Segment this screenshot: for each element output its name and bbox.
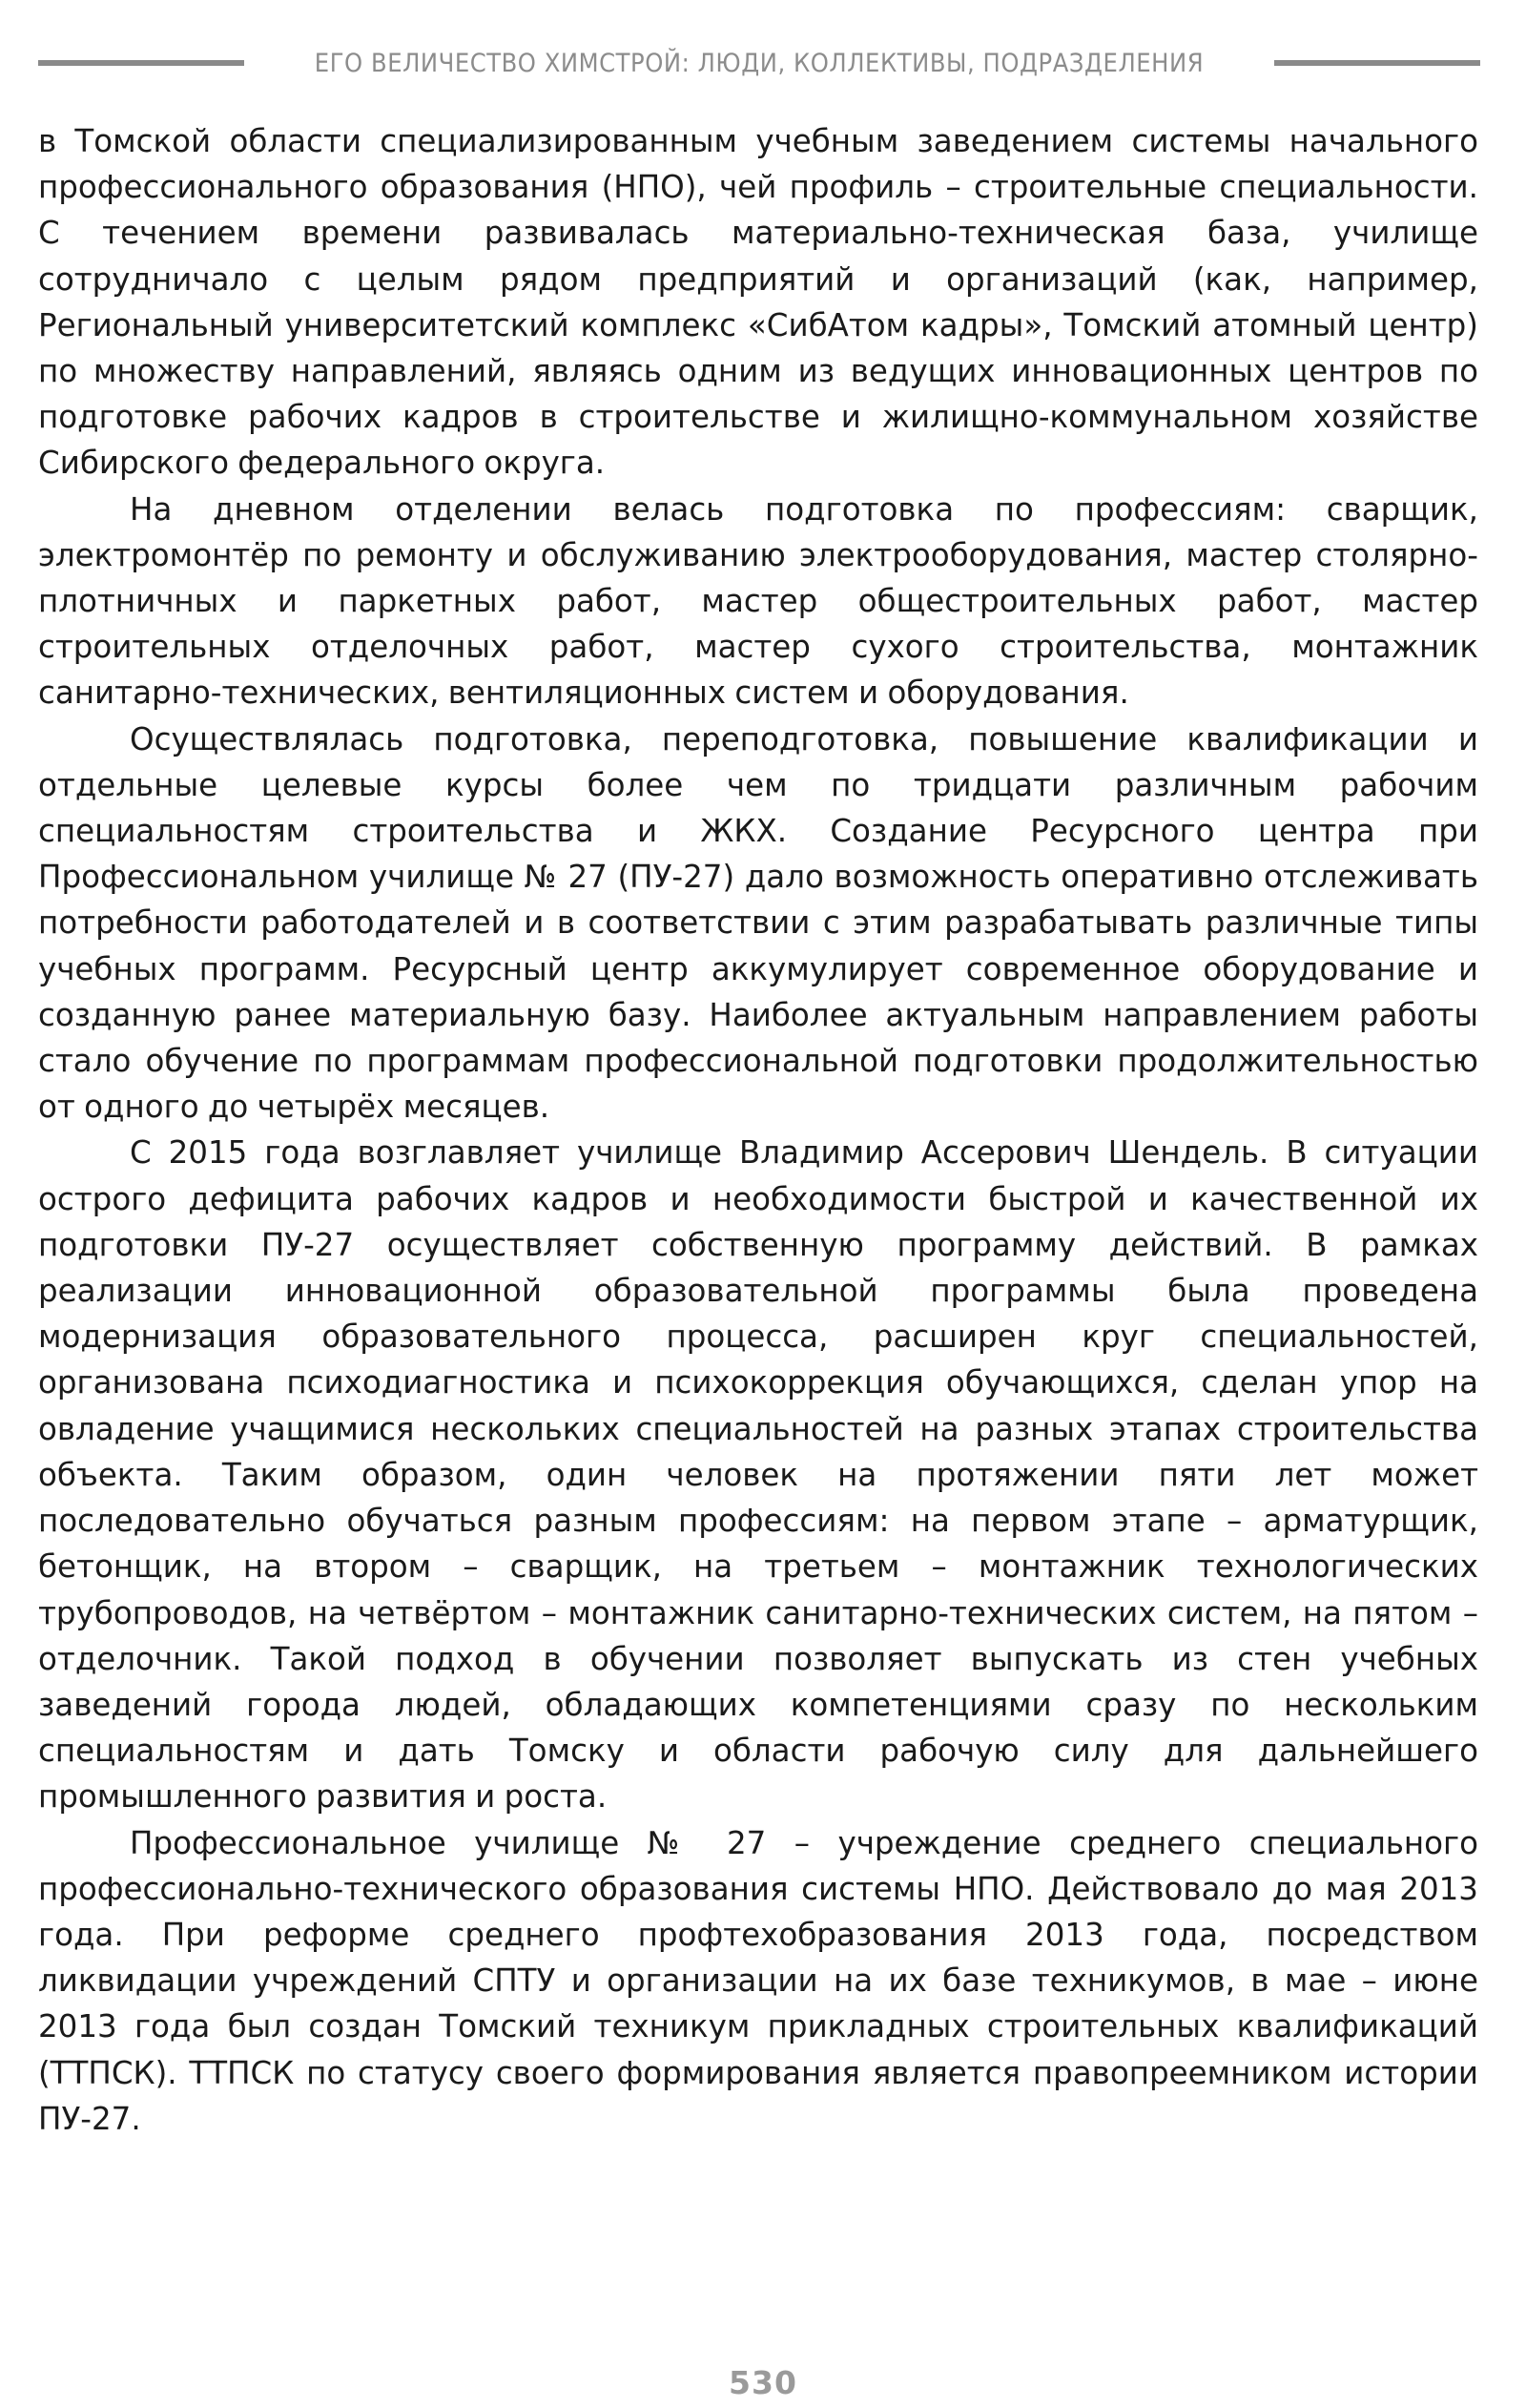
header-rule-left: [38, 60, 244, 66]
running-header-title: ЕГО ВЕЛИЧЕСТВО ХИМСТРОЙ: ЛЮДИ, КОЛЛЕКТИВЫ, ПОДРАЗДЕЛЕНИЯ: [314, 48, 1205, 78]
page-number: 530: [729, 2364, 797, 2401]
header-rule-right: [1274, 60, 1480, 66]
paragraph-5: Профессиональное училище № 27 – учреждение среднего специального профессионально-технического образования системы НПО. Действовало до мая 2013 года. При реформе среднего профтехобразования 2013 года, посредством ликвидации учреждений СПТУ и организации на их базе техникумов, в мае – июне 2013 года был создан Томский техникум прикладных строительных квалификаций (ТТПСК). ТТПСК по статусу своего формирования является правопреемником истории ПУ-27.: [38, 1824, 1478, 2137]
body-text: [38, 118, 1478, 2142]
running-header: [38, 42, 1480, 84]
paragraph-1: в Томской области специализированным учебным заведением системы начального профессионального образования (НПО), чей профиль – строительные специальности. С течением времени развивалась материально-техническая база, училище сотрудничало с целым рядом предприятий и организаций (как, например, Региональный университетский комплекс «СибАтом кадры», Томский атомный центр) по множеству направлений, являясь одним из ведущих инновационных центров по подготовке рабочих кадров в строительстве и жилищно-коммунальном хозяйстве Сибирского федерального округа.: [38, 123, 1478, 482]
paragraph-4: С 2015 года возглавляет училище Владимир Ассерович Шендель. В ситуации острого дефицита рабочих кадров и необходимости быстрой и качественной их подготовки ПУ-27 осуществляет собственную программу действий. В рамках реализации инновационной образовательной программы была проведена модернизация образовательного процесса, расширен круг специальностей, организована психодиагностика и психокоррекция обучающихся, сделан упор на овладение учащимися нескольких специальностей на разных этапах строительства объекта. Таким образом, один человек на протяжении пяти лет может последовательно обучаться разным профессиям: на первом этапе – арматурщик, бетонщик, на втором – сварщик, на третьем – монтажник технологических трубопроводов, на четвёртом – монтажник санитарно-технических систем, на пятом – отделочник. Такой подход в обучении позволяет выпускать из стен учебных заведений города людей, обладающих компетенциями сразу по нескольким специальностям и дать Томску и области рабочую силу для дальнейшего промышленного развития и роста.: [38, 1134, 1478, 1816]
paragraph-2: На дневном отделении велась подготовка по профессиям: сварщик, электромонтёр по ремонту и обслуживанию электрооборудования, мастер столярно-плотничных и паркетных работ, мастер общестроительных работ, мастер строительных отделочных работ, мастер сухого строительства, монтажник санитарно-технических, вентиляционных систем и оборудования.: [38, 490, 1478, 712]
paragraph-3: Осуществлялась подготовка, переподготовка, повышение квалификации и отдельные целевые курсы более чем по тридцати различным рабочим специальностям строительства и ЖКХ. Создание Ресурсного центра при Профессиональном училище № 27 (ПУ-27) дало возможность оперативно отслеживать потребности работодателей и в соответствии с этим разрабатывать различные типы учебных программ. Ресурсный центр аккумулирует современное оборудование и созданную ранее материальную базу. Наиболее актуальным направлением работы стало обучение по программам профессиональной подготовки продолжительностью от одного до четырёх месяцев.: [38, 720, 1478, 1126]
